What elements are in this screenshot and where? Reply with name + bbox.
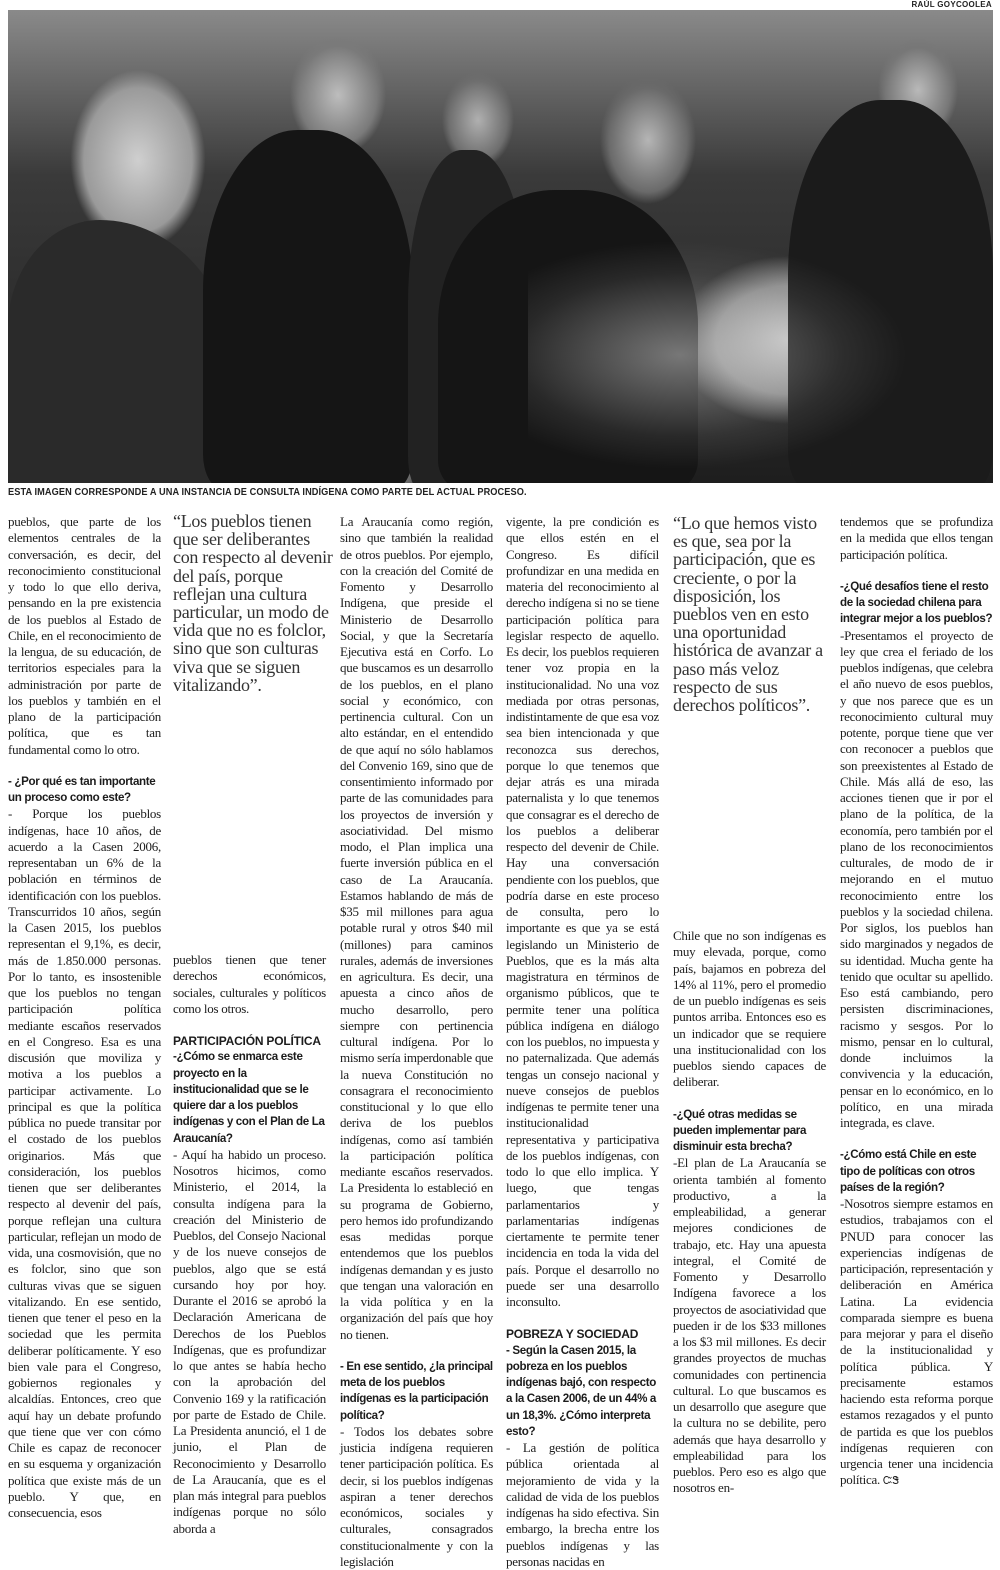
section-heading: POBREZA Y SOCIEDAD — [506, 1327, 639, 1342]
paragraph: La Araucanía como región, sino que también la realidad de otros pueblos. Por ejemplo, con la creación del Comité de Fomento y Desarrollo Indígena, que preside el Ministerio de Desarrollo Social, y que la Secretaría Ejecutiva está en Corfo. Lo que buscamos es un desarrollo de los pueblos, en el plano social y económico, con pertinencia cultural. Con un alto estándar, en el entendido de que aquí no sólo hablamos del Convenio 169, sino que de consentimiento informado por parte de las comunidades para los proyectos de inversión y asociatividad. Del mismo modo, el Plan implica una fuerte inversión pública en el caso de La Araucanía. Estamos hablando de más de $35 mil millones para agua potable rural y otros $40 mil (millones) para caminos rurales, además de inversiones en agricultura. Es decir, una apuesta a cinco años de mucho desarrollo, pero siempre con pertinencia cultural indígena. Por lo mismo sería imperdonable que la nueva Constitución no consagrara el reconocimiento constitucional y lo que ello deriva de los pueblos indígenas, como así también la participación política mediante escaños reservados. La Presidenta lo estableció en su programa de Gobierno, pero hemos ido profundizando esas medidas porque entendemos que los pueblos indígenas demandan y es justo que tengan una valoración en la vida política y en la organización del país que hoy no tienen. — [340, 514, 493, 1342]
interview-question: -¿Cómo se enmarca este proyecto en la institucionalidad que se le quiere dar a los pueblos indígenas y con el Plan de La Araucanía? — [173, 1050, 325, 1145]
article-column-5 — [673, 928, 826, 1497]
interview-question: - ¿Por qué es tan importante un proceso como este? — [8, 774, 156, 804]
article-photo — [8, 10, 993, 483]
article-column-4 — [506, 514, 659, 1570]
pull-quote: “Los pueblos tienen que ser deliberantes con respecto al devenir del país, porque reflejan una cultura particular, un modo de vida que no es folclor, sino que son culturas viva que se siguen vitalizando”. — [173, 511, 333, 695]
paragraph: - Aquí ha habido un proceso. Nosotros hicimos, como Ministerio, el 2014, la consulta indígena para la creación del Ministerio de Pueblos, del Consejo Nacional y de los nueve consejos de pueblos, algo que se está cursando hoy por hoy. Durante el 2016 se aprobó la Declaración Americana de Derechos de los Pueblos Indígenas, que es profundizar lo que antes se había hecho con la aprobación del Convenio 169 y la ratificación por parte de Estado de Chile. La Presidenta anunció, el 1 de junio, el Plan de Reconocimiento y Desarrollo de La Araucanía, que es el plan más integral para pueblos indígenas porque no sólo aborda a — [173, 1146, 326, 1536]
paragraph: -El plan de La Araucanía se orienta también al fomento productivo, a la empleabilidad, a generar mejores condiciones de trabajo, etc. Hay una apuesta integral, el Comité de Fomento y Desarrollo Indígena favorece a los proyectos de asociatividad que pueden ir de los $33 millones a los $3 mil millones. Es decir grandes proyectos de muchas comunidades con pertinencia cultural. Lo que buscamos es un desarrollo que asegure que la cultura no se debilite, pero además que haya desarrollo y empleabilidad para los pueblos. Pero eso es algo que nosotros en- — [673, 1155, 826, 1496]
article-column-6 — [840, 514, 993, 1490]
article-column-3 — [340, 514, 493, 1570]
interview-question: - Según la Casen 2015, la pobreza en los pueblos indígenas bajó, con respecto a la Casen 2006, de un 44% a un 18,3%. ¿Cómo interpreta esto? — [506, 1343, 657, 1438]
paragraph: - Porque los pueblos indígenas, hace 10 años, de acuerdo a la Casen 2006, representaban un 6% de la población en términos de identificación con los pueblos. Transcurridos 10 años, según la Casen 2015, los pueblos representan el 9,1%, es decir, más de 1.850.000 personas. Por lo tanto, es insostenible que los pueblos no tengan participación política mediante escaños reservados en el Congreso. Esa es una discusión que moviliza y motiva a los pueblos a participar activamente. Lo principal es que la política pública no puede transitar por el costado de los pueblos originarios. Más que consideración, los pueblos tienen que ser deliberantes respecto al devenir del país, porque reflejan una cultura particular, reflejan un modo de vida, una cosmovisión, que no es folclor, sino que son culturas vivas que se siguen vitalizando. En ese sentido, tienen que tener el peso en la sociedad que les permita deliberar políticamente. Y eso bien vale para el Congreso, gobiernos regionales y alcaldías. Entonces, creo que aquí hay un debate profundo que tiene que ver con cómo Chile es capaz de reconocer en su esquema y organización política que existe más de un pueblo. Y que, en consecuencia, esos — [8, 806, 161, 1520]
paragraph: -Presentamos el proyecto de ley que crea el feriado de los pueblos indígenas, que celebra el año nuevo de esos pueblos, y que nos parece que es un reconocimiento cultural muy potente, porque tiene que ver con reconocer a pueblos que son preexistentes al Estado de Chile. Más allá de eso, las acciones tienen que ir por el plano de la política, de la economía, pero también por el plano de los reconocimientos culturales, de modo de ir mejorando en el mutuo reconocimiento entre los pueblos y la sociedad chilena. Por siglos, los pueblos han sido marginados y negados de su identidad. Mucha gente ha tenido que ocultar su apellido. Eso está cambiando, pero persisten discriminaciones, racismo y sesgos. Por lo mismo, pensar en lo cultural, donde incluimos la convivencia y la educación, pensar en lo económico, en lo político, en una mirada integrada, es clave. — [840, 627, 993, 1130]
paragraph: tendemos que se profundiza en la medida que ellos tengan participación política. — [840, 514, 993, 562]
end-mark-icon: ᏨᏕ — [883, 1474, 899, 1488]
interview-question: - En ese sentido, ¿la principal meta de los pueblos indígenas es la participación política? — [340, 1359, 493, 1422]
photo-credit: RAÚL GOYCOOLEA — [911, 0, 992, 9]
paragraph-text: -Nosotros siempre estamos en estudios, trabajamos con el PNUD para conocer las experiencias indígenas de participación, representación y deliberación en América Latina. La evidencia comparada siempre es buena para mejorar y para el diseño de la institucionalidad y política pública. Y precisamente estamos haciendo esta reforma porque estamos rezagados y el punto de partida es que los pueblos indígenas requieren con urgencia tener una incidencia política. — [840, 1196, 993, 1488]
interview-question: -¿Qué desafíos tiene el resto de la sociedad chilena para integrar mejor a los pueblos? — [840, 579, 993, 626]
paragraph: Chile que no son indígenas es muy elevada, porque, como país, bajamos en pobreza del 14% al 11%, pero el promedio de un pueblo indígenas es seis puntos arriba. Entonces eso es un indicador que se requiere una institucionalidad con los pueblos siendo capaces de deliberar. — [673, 928, 826, 1090]
paragraph: pueblos, que parte de los elementos centrales de la conversación, es decir, del reconocimiento constitucional y todo lo que ello deriva, pensando en la pre existencia de los pueblos al Estado de Chile, en el reconocimiento de la lengua, de su educación, de territorios especiales para la administración por parte de los pueblos y también en el plano de la participación política, que es tan fundamental como lo otro. — [8, 514, 161, 757]
paragraph — [840, 1196, 993, 1490]
article-column-2 — [173, 952, 326, 1537]
paragraph: pueblos tienen que tener derechos económicos, sociales, culturales y políticos como los otros. — [173, 952, 326, 1016]
paragraph: - Todos los debates sobre justicia indígena requieren tener participación política. Es decir, si los pueblos indígenas aspiran a tener derechos económicos, sociales y culturales, consagrados constitucionalmente y con la legislación — [340, 1423, 493, 1569]
photo-caption: ESTA IMAGEN CORRESPONDE A UNA INSTANCIA DE CONSULTA INDÍGENA COMO PARTE DEL ACTUAL PROCESO. — [8, 487, 527, 498]
section-heading: PARTICIPACIÓN POLÍTICA — [173, 1034, 321, 1048]
pull-quote: “Lo que hemos visto es que, sea por la participación, que es creciente, o por la disposición, los pueblos ven en esto una oportunidad histórica de avanzar a paso más veloz respecto de sus derechos políticos”. — [673, 513, 823, 716]
paragraph: - La gestión de política pública orientada al mejoramiento de vida y la calidad de vida de los pueblos indígenas ha sido efectiva. Sin embargo, la brecha entre los pueblos indígenas y las personas nacidas en — [506, 1440, 659, 1569]
article-column-1 — [8, 514, 161, 1521]
interview-question: -¿Cómo está Chile en este tipo de políticas con otros países de la región? — [840, 1148, 977, 1194]
interview-question: -¿Qué otras medidas se pueden implementar para disminuir esta brecha? — [673, 1107, 807, 1153]
paragraph: vigente, la pre condición es que ellos estén en el Congreso. Es difícil profundizar en una medida en materia del reconocimiento al derecho indígena si no se tiene participación política para legislar respecto de aquello. Es decir, los pueblos requieren tener voz propia en la institucionalidad. No una voz mediada por otras personas, indistintamente de que esa voz sea bien intencionada y que reconozca sus derechos, porque lo que tenemos que dejar atrás es una mirada paternalista y lo que tenemos que consagrar es el derecho de los pueblos a deliberar respecto del devenir de Chile. Hay una conversación pendiente con los pueblos, que podría darse en este proceso de consulta, pero lo importante es que ya se está legislando un Ministerio de Pueblos, que es la más alta magistratura en términos de organismo públicos, que te permite tener una política pública indígena en diálogo con los pueblos, no impuesta y no paternalizada. Que además tengas un consejo nacional y nueve consejos de pueblos indígenas te permite tener una institucionalidad representativa y participativa de los pueblos indígenas, con todo lo que ello implica. Y luego, que tengas parlamentarios y parlamentarias indígenas ciertamente te permite tener incidencia en toda la vida del país. Porque el desarrollo no puede ser una desarrollo inconsulto. — [506, 514, 659, 1309]
